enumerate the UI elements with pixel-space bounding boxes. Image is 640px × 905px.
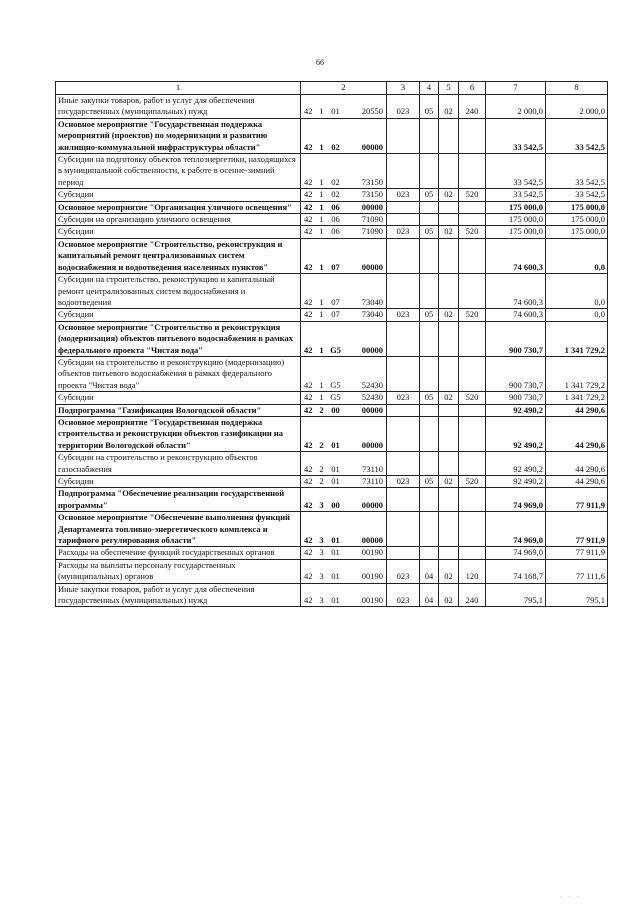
row-name: Субсидии на строительство и реконструкцию объектов газоснабжения xyxy=(56,452,301,476)
row-name: Основное мероприятие "Строительство и реконструкция (модернизация) объектов питьевого водоснабжения в рамках федерального проекта "Чистая вода" xyxy=(56,321,301,356)
col-5-value: 02 xyxy=(439,95,459,119)
col-7-amount: 900 730,7 xyxy=(486,392,546,404)
row-name: Расходы на выплаты персоналу государственных (муниципальных) органов xyxy=(56,559,301,583)
code-part-2: 1 xyxy=(317,274,327,309)
code-part-4: 52430 xyxy=(345,392,387,404)
col-7-amount: 74 969,0 xyxy=(486,488,546,512)
col-3-value xyxy=(387,118,420,153)
code-part-2: 1 xyxy=(317,201,327,213)
col-6-value: 520 xyxy=(459,309,486,321)
row-name: Иные закупки товаров, работ и услуг для обеспечения государственных (муниципальных) нужд xyxy=(56,583,301,607)
col-8-amount: 1 341 729,2 xyxy=(546,321,608,356)
col-6-value xyxy=(459,118,486,153)
code-part-2: 1 xyxy=(317,226,327,238)
col-7-amount: 175 000,0 xyxy=(486,226,546,238)
row-name: Субсидии на строительство, реконструкцию и капитальный ремонт централизованных систем водоснабжения и водоотведения xyxy=(56,274,301,309)
col-5-value xyxy=(439,238,459,273)
col-6-value xyxy=(459,154,486,189)
table-row xyxy=(56,154,608,189)
code-part-3: 01 xyxy=(327,547,345,559)
table-row xyxy=(56,452,608,476)
code-part-4: 00000 xyxy=(345,201,387,213)
code-part-4: 73040 xyxy=(345,309,387,321)
code-part-2: 1 xyxy=(317,95,327,119)
col-7-amount: 33 542,5 xyxy=(486,189,546,201)
col-3-value xyxy=(387,416,420,451)
code-part-4: 00190 xyxy=(345,583,387,607)
col-8-amount: 77 111,6 xyxy=(546,559,608,583)
code-part-2: 1 xyxy=(317,356,327,391)
header-cell-7: 7 xyxy=(486,82,546,95)
col-7-amount: 33 542,5 xyxy=(486,154,546,189)
code-part-2: 1 xyxy=(317,321,327,356)
col-3-value xyxy=(387,452,420,476)
code-part-2: 1 xyxy=(317,309,327,321)
col-6-value xyxy=(459,547,486,559)
col-5-value: 02 xyxy=(439,476,459,488)
code-part-4: 00000 xyxy=(345,321,387,356)
code-part-1: 42 xyxy=(301,238,317,273)
col-5-value: 02 xyxy=(439,309,459,321)
code-part-4: 00000 xyxy=(345,488,387,512)
col-4-value xyxy=(420,512,439,547)
col-8-amount: 2 000,0 xyxy=(546,95,608,119)
code-part-1: 42 xyxy=(301,559,317,583)
corner-mark: . . . xyxy=(559,893,582,899)
col-7-amount: 900 730,7 xyxy=(486,356,546,391)
col-5-value xyxy=(439,214,459,226)
code-part-2: 3 xyxy=(317,583,327,607)
row-name: Иные закупки товаров, работ и услуг для обеспечения государственных (муниципальных) нужд xyxy=(56,95,301,119)
code-part-2: 1 xyxy=(317,392,327,404)
col-8-amount: 44 290,6 xyxy=(546,404,608,416)
code-part-3: 01 xyxy=(327,559,345,583)
col-3-value: 023 xyxy=(387,559,420,583)
col-7-amount: 175 000,0 xyxy=(486,214,546,226)
col-8-amount: 44 290,6 xyxy=(546,416,608,451)
col-3-value xyxy=(387,321,420,356)
row-name: Подпрограмма "Обеспечение реализации государственной программы" xyxy=(56,488,301,512)
code-part-4: 52430 xyxy=(345,356,387,391)
col-3-value xyxy=(387,214,420,226)
col-8-amount: 77 911,9 xyxy=(546,547,608,559)
col-4-value xyxy=(420,238,439,273)
col-6-value: 520 xyxy=(459,226,486,238)
col-6-value xyxy=(459,201,486,213)
col-7-amount: 92 490,2 xyxy=(486,404,546,416)
col-5-value xyxy=(439,512,459,547)
code-part-4: 00190 xyxy=(345,547,387,559)
code-part-1: 42 xyxy=(301,189,317,201)
col-4-value: 05 xyxy=(420,95,439,119)
col-3-value xyxy=(387,356,420,391)
col-3-value xyxy=(387,547,420,559)
col-8-amount: 33 542,5 xyxy=(546,189,608,201)
col-3-value xyxy=(387,238,420,273)
col-3-value: 023 xyxy=(387,226,420,238)
row-name: Субсидии xyxy=(56,226,301,238)
code-part-2: 3 xyxy=(317,488,327,512)
code-part-2: 2 xyxy=(317,452,327,476)
col-4-value xyxy=(420,488,439,512)
col-4-value xyxy=(420,356,439,391)
col-4-value: 05 xyxy=(420,226,439,238)
row-name: Основное мероприятие "Строительство, реконструкция и капитальный ремонт централизованных систем водоснабжения и водоотведения населенных пунктов" xyxy=(56,238,301,273)
row-name: Подпрограмма "Газификация Вологодской области" xyxy=(56,404,301,416)
code-part-2: 3 xyxy=(317,512,327,547)
code-part-3: G5 xyxy=(327,321,345,356)
code-part-4: 00000 xyxy=(345,118,387,153)
col-5-value xyxy=(439,488,459,512)
col-8-amount: 175 000,0 xyxy=(546,201,608,213)
col-4-value xyxy=(420,404,439,416)
header-cell-6: 6 xyxy=(459,82,486,95)
col-8-amount: 77 911,9 xyxy=(546,488,608,512)
header-cell-3: 3 xyxy=(387,82,420,95)
row-name: Расходы на обеспечение функций государственных органов xyxy=(56,547,301,559)
code-part-4: 20550 xyxy=(345,95,387,119)
row-name: Субсидии xyxy=(56,309,301,321)
col-3-value xyxy=(387,512,420,547)
row-name: Субсидии на подготовку объектов теплоэнергетики, находящихся в муниципальной собственности, к работе в осенне-зимний период xyxy=(56,154,301,189)
col-7-amount: 74 600,3 xyxy=(486,238,546,273)
col-7-amount: 92 490,2 xyxy=(486,476,546,488)
row-name: Субсидии xyxy=(56,476,301,488)
table-header-row xyxy=(56,82,608,95)
code-part-1: 42 xyxy=(301,321,317,356)
code-part-4: 00190 xyxy=(345,559,387,583)
row-name: Основное мероприятие "Организация уличного освещения" xyxy=(56,201,301,213)
code-part-3: 01 xyxy=(327,476,345,488)
col-4-value xyxy=(420,118,439,153)
col-6-value xyxy=(459,321,486,356)
code-part-4: 73040 xyxy=(345,274,387,309)
col-5-value xyxy=(439,452,459,476)
header-cell-8: 8 xyxy=(546,82,608,95)
col-6-value xyxy=(459,416,486,451)
code-part-3: 07 xyxy=(327,274,345,309)
code-part-3: 01 xyxy=(327,95,345,119)
code-part-1: 42 xyxy=(301,404,317,416)
table-row xyxy=(56,321,608,356)
table-row xyxy=(56,476,608,488)
col-8-amount: 0,0 xyxy=(546,309,608,321)
code-part-1: 42 xyxy=(301,512,317,547)
col-6-value: 520 xyxy=(459,189,486,201)
code-part-4: 00000 xyxy=(345,416,387,451)
code-part-2: 1 xyxy=(317,214,327,226)
col-8-amount: 1 341 729,2 xyxy=(546,356,608,391)
col-3-value xyxy=(387,154,420,189)
code-part-2: 1 xyxy=(317,238,327,273)
table-row xyxy=(56,238,608,273)
col-7-amount: 74 969,0 xyxy=(486,512,546,547)
table-row xyxy=(56,189,608,201)
col-3-value: 023 xyxy=(387,392,420,404)
code-part-3: 00 xyxy=(327,404,345,416)
col-3-value: 023 xyxy=(387,95,420,119)
col-6-value xyxy=(459,512,486,547)
code-part-4: 00000 xyxy=(345,512,387,547)
code-part-3: 02 xyxy=(327,189,345,201)
row-name: Субсидии xyxy=(56,189,301,201)
col-3-value xyxy=(387,488,420,512)
col-6-value xyxy=(459,356,486,391)
code-part-1: 42 xyxy=(301,274,317,309)
row-name: Субсидии на строительство и реконструкцию (модернизацию) объектов питьевого водоснабжения в рамках федерального проекта "Чистая вода" xyxy=(56,356,301,391)
col-6-value xyxy=(459,404,486,416)
col-5-value xyxy=(439,321,459,356)
col-6-value: 520 xyxy=(459,392,486,404)
col-4-value xyxy=(420,154,439,189)
col-4-value xyxy=(420,201,439,213)
code-part-1: 42 xyxy=(301,226,317,238)
header-cell-1: 1 xyxy=(56,82,301,95)
code-part-4: 73110 xyxy=(345,452,387,476)
code-part-3: 01 xyxy=(327,452,345,476)
table-row xyxy=(56,214,608,226)
code-part-1: 42 xyxy=(301,309,317,321)
col-4-value: 05 xyxy=(420,392,439,404)
code-part-1: 42 xyxy=(301,392,317,404)
col-7-amount: 92 490,2 xyxy=(486,452,546,476)
col-5-value xyxy=(439,404,459,416)
col-4-value xyxy=(420,452,439,476)
col-7-amount: 74 600,3 xyxy=(486,309,546,321)
col-4-value xyxy=(420,274,439,309)
col-7-amount: 74 969,0 xyxy=(486,547,546,559)
col-3-value: 023 xyxy=(387,583,420,607)
table-row xyxy=(56,392,608,404)
code-part-1: 42 xyxy=(301,476,317,488)
code-part-3: 06 xyxy=(327,226,345,238)
col-8-amount: 44 290,6 xyxy=(546,476,608,488)
col-3-value xyxy=(387,201,420,213)
budget-table xyxy=(55,81,608,607)
table-row xyxy=(56,356,608,391)
col-4-value xyxy=(420,321,439,356)
col-5-value xyxy=(439,154,459,189)
col-8-amount: 175 000,0 xyxy=(546,226,608,238)
col-6-value xyxy=(459,488,486,512)
table-row xyxy=(56,404,608,416)
col-8-amount: 33 542,5 xyxy=(546,154,608,189)
code-part-2: 1 xyxy=(317,154,327,189)
code-part-1: 42 xyxy=(301,154,317,189)
code-part-4: 71090 xyxy=(345,214,387,226)
table-row xyxy=(56,118,608,153)
col-4-value: 05 xyxy=(420,189,439,201)
code-part-3: 07 xyxy=(327,309,345,321)
col-6-value xyxy=(459,274,486,309)
header-cell-4: 4 xyxy=(420,82,439,95)
col-6-value xyxy=(459,452,486,476)
col-8-amount: 795,1 xyxy=(546,583,608,607)
col-6-value xyxy=(459,238,486,273)
col-5-value xyxy=(439,416,459,451)
code-part-4: 73150 xyxy=(345,154,387,189)
col-5-value: 02 xyxy=(439,392,459,404)
code-part-3: 01 xyxy=(327,512,345,547)
col-5-value: 02 xyxy=(439,189,459,201)
code-part-1: 42 xyxy=(301,118,317,153)
col-6-value xyxy=(459,214,486,226)
header-cell-2: 2 xyxy=(301,82,387,95)
code-part-4: 71090 xyxy=(345,226,387,238)
col-3-value xyxy=(387,274,420,309)
row-name: Субсидии xyxy=(56,392,301,404)
table-row xyxy=(56,309,608,321)
col-4-value: 05 xyxy=(420,309,439,321)
col-6-value: 520 xyxy=(459,476,486,488)
code-part-1: 42 xyxy=(301,452,317,476)
code-part-2: 3 xyxy=(317,547,327,559)
col-5-value xyxy=(439,547,459,559)
col-7-amount: 175 000,0 xyxy=(486,201,546,213)
table-row xyxy=(56,559,608,583)
col-7-amount: 92 490,2 xyxy=(486,416,546,451)
col-8-amount: 77 911,9 xyxy=(546,512,608,547)
col-4-value: 04 xyxy=(420,583,439,607)
row-name: Основное мероприятие "Государственная поддержка строительства и реконструкции объектов газификации на территории Вологодской области" xyxy=(56,416,301,451)
col-5-value: 02 xyxy=(439,559,459,583)
col-3-value: 023 xyxy=(387,309,420,321)
table-row xyxy=(56,416,608,451)
code-part-3: 02 xyxy=(327,154,345,189)
code-part-3: 00 xyxy=(327,488,345,512)
table-row xyxy=(56,201,608,213)
code-part-1: 42 xyxy=(301,547,317,559)
row-name: Основное мероприятие "Обеспечение выполнения функций Департамента топливно-энергетического комплекса и тарифного регулирования области" xyxy=(56,512,301,547)
code-part-1: 42 xyxy=(301,95,317,119)
table-row xyxy=(56,547,608,559)
row-name: Основное мероприятие "Государственная поддержка мероприятий (проектов) по модернизации и развитию жилищно-коммунальной инфраструктуры области" xyxy=(56,118,301,153)
col-4-value: 05 xyxy=(420,476,439,488)
row-name: Субсидии на организацию уличного освещения xyxy=(56,214,301,226)
table-row xyxy=(56,583,608,607)
header-cell-5: 5 xyxy=(439,82,459,95)
col-7-amount: 795,1 xyxy=(486,583,546,607)
col-5-value xyxy=(439,356,459,391)
code-part-2: 1 xyxy=(317,189,327,201)
code-part-3: 07 xyxy=(327,238,345,273)
col-8-amount: 1 341 729,2 xyxy=(546,392,608,404)
code-part-1: 42 xyxy=(301,214,317,226)
code-part-1: 42 xyxy=(301,416,317,451)
col-7-amount: 2 000,0 xyxy=(486,95,546,119)
code-part-3: 01 xyxy=(327,416,345,451)
col-8-amount: 44 290,6 xyxy=(546,452,608,476)
table-row xyxy=(56,488,608,512)
col-4-value: 04 xyxy=(420,559,439,583)
code-part-1: 42 xyxy=(301,583,317,607)
code-part-4: 73110 xyxy=(345,476,387,488)
col-7-amount: 900 730,7 xyxy=(486,321,546,356)
page-number: 66 xyxy=(316,58,324,67)
code-part-3: 06 xyxy=(327,214,345,226)
col-7-amount: 74 168,7 xyxy=(486,559,546,583)
col-3-value: 023 xyxy=(387,476,420,488)
col-8-amount: 0,0 xyxy=(546,274,608,309)
code-part-1: 42 xyxy=(301,488,317,512)
col-7-amount: 74 600,3 xyxy=(486,274,546,309)
code-part-1: 42 xyxy=(301,356,317,391)
code-part-3: 01 xyxy=(327,583,345,607)
col-3-value xyxy=(387,404,420,416)
code-part-2: 2 xyxy=(317,476,327,488)
col-4-value xyxy=(420,214,439,226)
code-part-2: 1 xyxy=(317,118,327,153)
table-row xyxy=(56,274,608,309)
col-7-amount: 33 542,5 xyxy=(486,118,546,153)
code-part-1: 42 xyxy=(301,201,317,213)
table-row xyxy=(56,512,608,547)
col-5-value xyxy=(439,201,459,213)
col-4-value xyxy=(420,547,439,559)
code-part-4: 00000 xyxy=(345,404,387,416)
col-4-value xyxy=(420,416,439,451)
code-part-4: 73150 xyxy=(345,189,387,201)
col-8-amount: 0,0 xyxy=(546,238,608,273)
code-part-3: 06 xyxy=(327,201,345,213)
col-6-value: 240 xyxy=(459,95,486,119)
col-6-value: 240 xyxy=(459,583,486,607)
table-row xyxy=(56,95,608,119)
code-part-2: 2 xyxy=(317,416,327,451)
table-row xyxy=(56,226,608,238)
code-part-3: G5 xyxy=(327,356,345,391)
code-part-3: G5 xyxy=(327,392,345,404)
col-3-value: 023 xyxy=(387,189,420,201)
code-part-3: 02 xyxy=(327,118,345,153)
code-part-2: 3 xyxy=(317,559,327,583)
col-5-value: 02 xyxy=(439,226,459,238)
col-5-value: 02 xyxy=(439,583,459,607)
col-8-amount: 33 542,5 xyxy=(546,118,608,153)
col-8-amount: 175 000,0 xyxy=(546,214,608,226)
col-5-value xyxy=(439,118,459,153)
code-part-4: 00000 xyxy=(345,238,387,273)
code-part-2: 2 xyxy=(317,404,327,416)
col-6-value: 120 xyxy=(459,559,486,583)
col-5-value xyxy=(439,274,459,309)
